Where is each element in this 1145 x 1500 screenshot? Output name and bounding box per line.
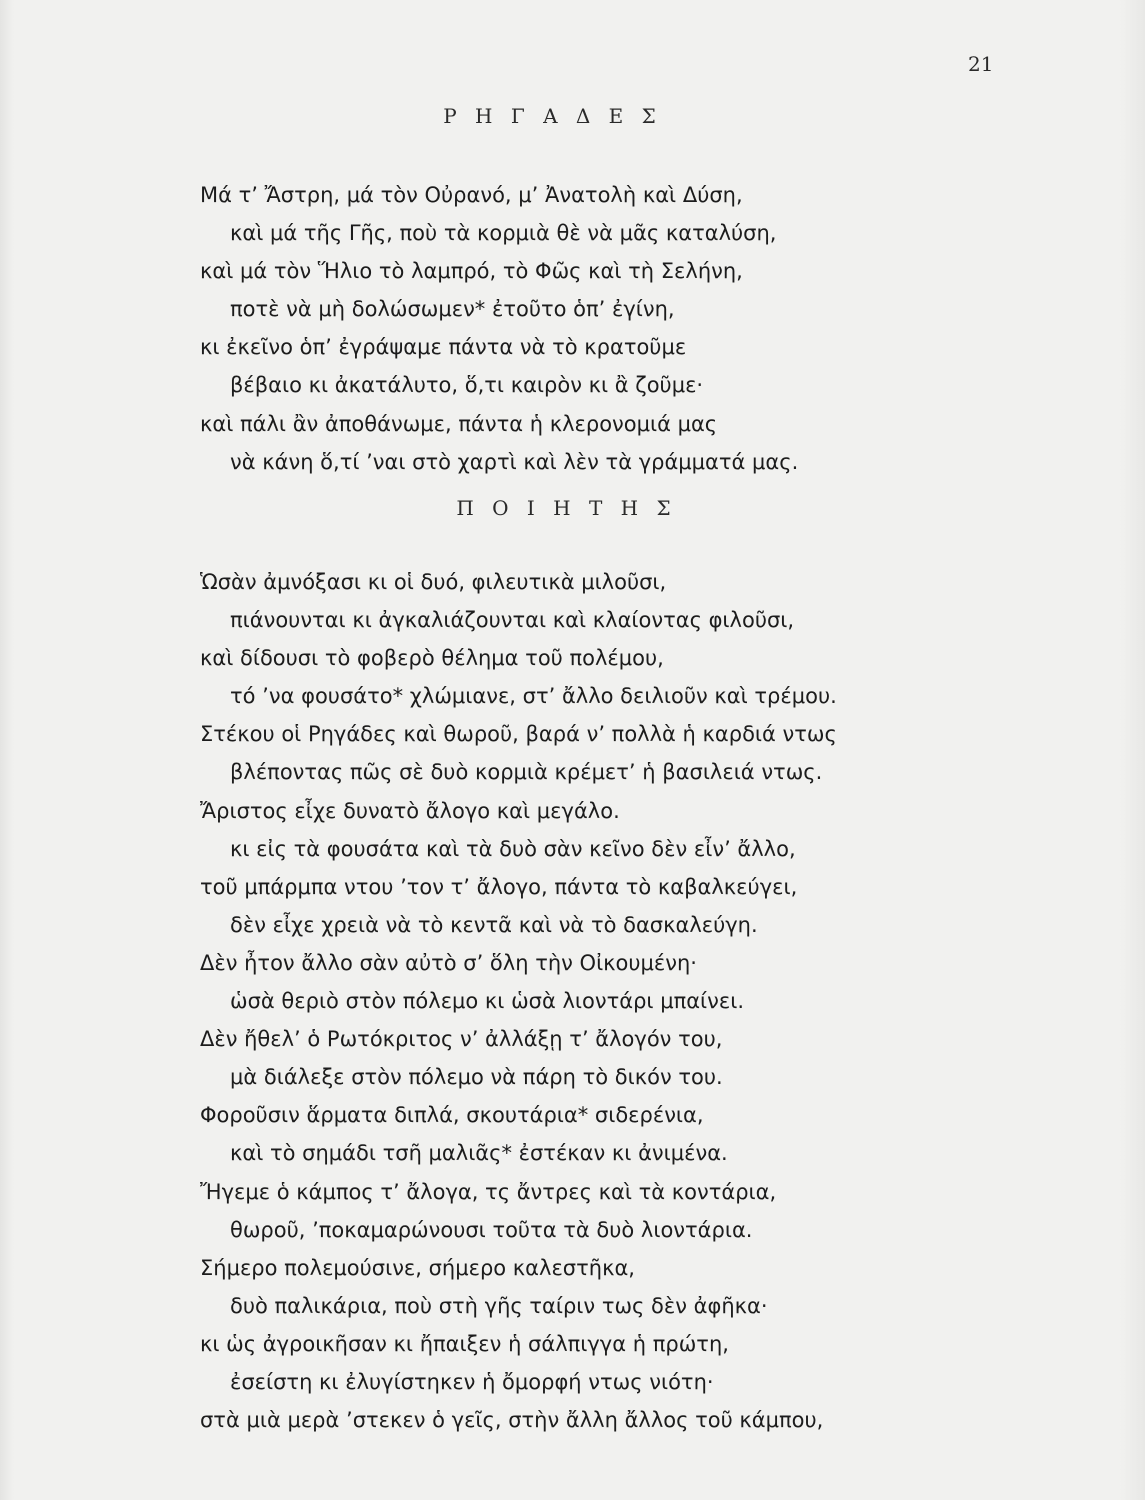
verse-line: νὰ κάνη ὅ,τί ’ναι στὸ χαρτὶ καὶ λὲν τὰ γράμματά μας. — [230, 449, 799, 474]
verse-line: κι ἐκεῖνο ὁπ’ ἐγράψαμε πάντα νὰ τὸ κρατοῦμε — [200, 335, 687, 360]
verse-block-rigades — [0, 176, 1145, 481]
verse-line: Δὲν ἤθελ’ ὁ Ρωτόκριτος ν’ ἀλλάξῃ τ’ ἄλογόν του, — [200, 1027, 723, 1052]
verse-line: Ἄριστος εἶχε δυνατὸ ἄλογο καὶ μεγάλο. — [200, 798, 620, 823]
section-title-poiitis: Π Ο Ι Η Τ Η Σ — [456, 496, 677, 520]
section-title-rigades: Ρ Η Γ Α Δ Ε Σ — [443, 104, 662, 128]
verse-line: πιάνουνται κι ἀγκαλιάζουνται καὶ κλαίοντας φιλοῦσι, — [230, 608, 795, 633]
verse-line: Στέκου οἱ Ρηγάδες καὶ θωροῦ, βαρά ν’ πολλὰ ἡ καρδιά ντως — [200, 722, 837, 747]
verse-line: θωροῦ, ’ποκαμαρώνουσι τοῦτα τὰ δυὸ λιοντάρια. — [230, 1217, 753, 1242]
verse-line: ἐσείστη κι ἐλυγίστηκεν ἡ ὄμορφή ντως νιότη· — [230, 1369, 714, 1394]
verse-line: δυὸ παλικάρια, ποὺ στὴ γῆς ταίριν τως δὲν ἀφῆκα· — [230, 1293, 768, 1318]
verse-line: Δὲν ἦτον ἄλλο σὰν αὐτὸ σ’ ὅλη τὴν Οἰκουμένη· — [200, 950, 697, 975]
verse-line: καὶ δίδουσι τὸ φοβερὸ θέλημα τοῦ πολέμου, — [200, 646, 664, 671]
verse-line: Σήμερο πολεμούσινε, σήμερο καλεστῆκα, — [200, 1255, 635, 1280]
verse-block-poiitis — [0, 563, 1145, 1439]
verse-line: καὶ τὸ σημάδι τσῆ μαλιᾶς* ἐστέκαν κι ἀνιμένα. — [230, 1141, 728, 1166]
verse-line: κι ὡς ἀγροικῆσαν κι ἤπαιξεν ἡ σάλπιγγα ἡ πρώτη, — [200, 1331, 729, 1356]
verse-line: Φοροῦσιν ἅρματα διπλά, σκουτάρια* σιδερένια, — [200, 1103, 704, 1128]
page-number: 21 — [968, 52, 994, 76]
verse-line: τοῦ μπάρμπα ντου ’τον τ’ ἄλογο, πάντα τὸ καβαλκεύγει, — [200, 874, 798, 899]
verse-line: καὶ πάλι ἂν ἀποθάνωμε, πάντα ἡ κλερονομιά μας — [200, 411, 718, 436]
verse-line: βλέποντας πῶς σὲ δυὸ κορμιὰ κρέμετ’ ἡ βασιλειά ντως. — [230, 760, 823, 785]
verse-line: ποτὲ νὰ μὴ δολώσωμεν* ἐτοῦτο ὁπ’ ἐγίνη, — [230, 297, 675, 322]
verse-line: βέβαιο κι ἀκατάλυτο, ὅ,τι καιρὸν κι ἂ ζοῦμε· — [230, 373, 704, 398]
verse-line: στὰ μιὰ μερὰ ’στεκεν ὁ γεῖς, στὴν ἄλλη ἄλλος τοῦ κάμπου, — [200, 1408, 824, 1433]
verse-line: Ἤγεμε ὁ κάμπος τ’ ἄλογα, τς ἄντρες καὶ τὰ κοντάρια, — [200, 1179, 777, 1204]
verse-line: κι εἰς τὰ φουσάτα καὶ τὰ δυὸ σὰν κεῖνο δὲν εἶν’ ἄλλο, — [230, 836, 796, 861]
verse-line: δὲν εἶχε χρειὰ νὰ τὸ κεντᾶ καὶ νὰ τὸ δασκαλεύγη. — [230, 912, 758, 937]
verse-line: Μά τ’ Ἄστρη, μά τὸν Οὐρανό, μ’ Ἀνατολὴ καὶ Δύση, — [200, 183, 743, 207]
verse-line: τό ’να φουσάτο* χλώμιανε, στ’ ἄλλο δειλιοῦν καὶ τρέμου. — [230, 684, 837, 709]
verse-line: ὡσὰ θεριὸ στὸν πόλεμο κι ὡσὰ λιοντάρι μπαίνει. — [230, 989, 745, 1014]
verse-line: Ὡσὰν ἀμνόξασι κι οἱ δυό, φιλευτικὰ μιλοῦσι, — [200, 570, 667, 594]
verse-line: καὶ μά τῆς Γῆς, ποὺ τὰ κορμιὰ θὲ νὰ μᾶς καταλύση, — [230, 221, 777, 246]
verse-line: καὶ μά τὸν Ἥλιο τὸ λαμπρό, τὸ Φῶς καὶ τὴ Σελήνη, — [200, 259, 743, 284]
verse-line: μὰ διάλεξε στὸν πόλεμο νὰ πάρη τὸ δικόν του. — [230, 1065, 723, 1090]
